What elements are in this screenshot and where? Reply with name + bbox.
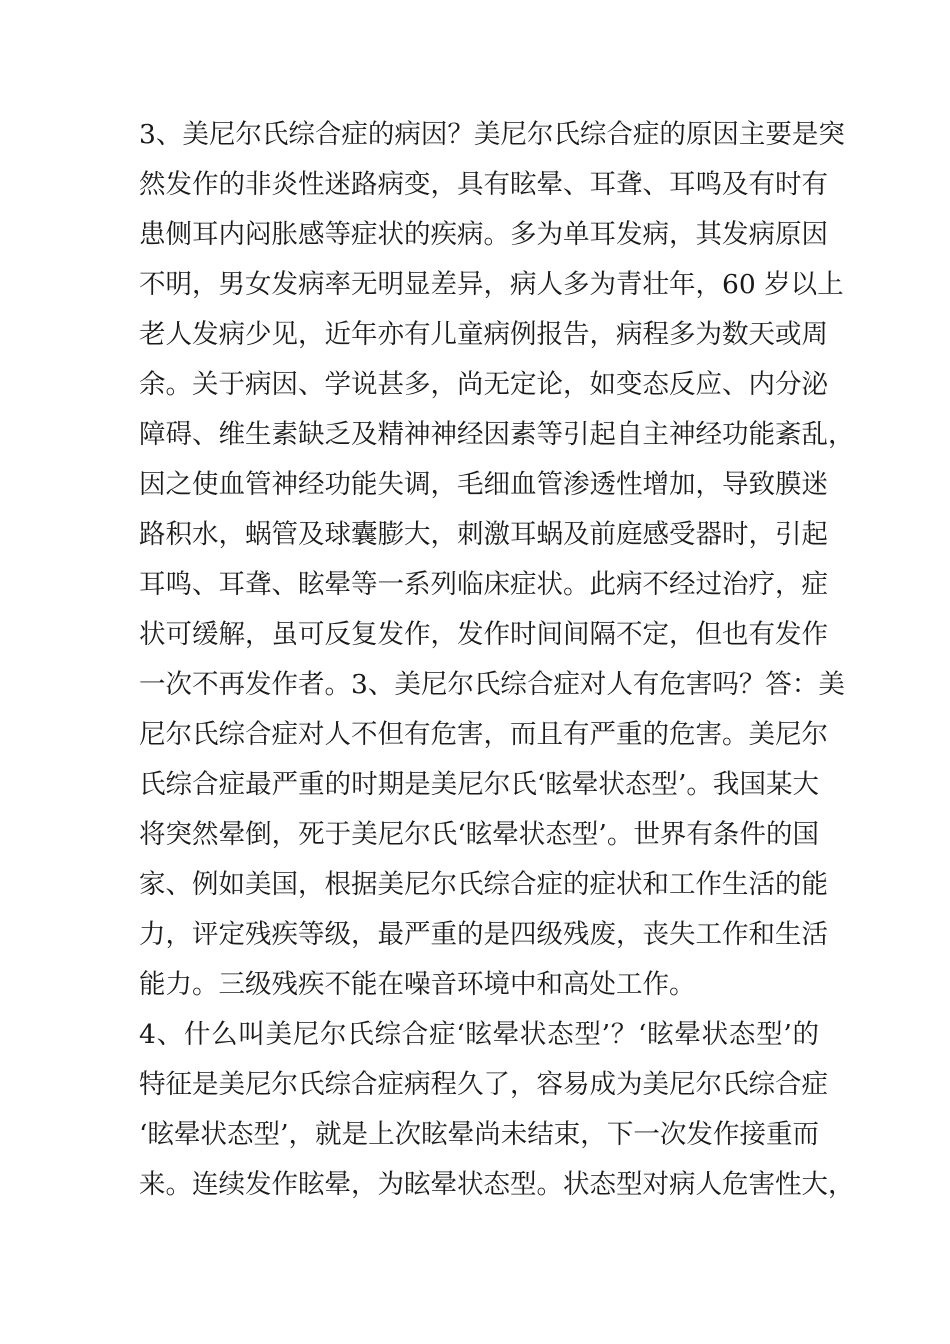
text-line-3: 患侧耳内闷胀感等症状的疾病。多为单耳发病，其发病原因 bbox=[139, 219, 828, 250]
text-line-17: 力，评定残疾等级，最严重的是四级残废，丧失工作和生活 bbox=[139, 919, 828, 950]
text-line-8: 因之使血管神经功能失调，毛细血管渗透性增加，导致膜迷 bbox=[139, 469, 828, 500]
text-line-21: ‘眩晕状态型’，就是上次眩晕尚未结束，下一次发作接重而 bbox=[139, 1119, 819, 1150]
text-line-4: 不明，男女发病率无明显差异，病人多为青壮年，60 岁以上 bbox=[139, 269, 844, 300]
text-line-19: 4、什么叫美尼尔氏综合症‘眩晕状态型’？‘眩晕状态型’的 bbox=[139, 1019, 819, 1050]
text-line-13: 尼尔氏综合症对人不但有危害，而且有严重的危害。美尼尔 bbox=[139, 719, 828, 750]
text-line-5: 老人发病少见，近年亦有儿童病例报告，病程多为数天或周 bbox=[139, 319, 828, 350]
text-line-1: 3、美尼尔氏综合症的病因？美尼尔氏综合症的原因主要是突 bbox=[139, 119, 845, 150]
text-line-20: 特征是美尼尔氏综合症病程久了，容易成为美尼尔氏综合症 bbox=[139, 1069, 828, 1100]
text-line-6: 余。关于病因、学说甚多，尚无定论，如变态反应、内分泌 bbox=[139, 369, 828, 400]
text-line-7: 障碍、维生素缺乏及精神神经因素等引起自主神经功能紊乱， bbox=[139, 419, 855, 450]
text-line-10: 耳鸣、耳聋、眩晕等一系列临床症状。此病不经过治疗，症 bbox=[139, 569, 828, 600]
text-line-15: 将突然晕倒，死于美尼尔氏‘眩晕状态型’。世界有条件的国 bbox=[139, 819, 819, 850]
text-line-18: 能力。三级残疾不能在噪音环境中和高处工作。 bbox=[139, 969, 696, 1000]
text-line-14: 氏综合症最严重的时期是美尼尔氏‘眩晕状态型’。我国某大 bbox=[139, 769, 819, 800]
text-line-12: 一次不再发作者。3、美尼尔氏综合症对人有危害吗？答：美 bbox=[139, 669, 845, 700]
text-line-11: 状可缓解，虽可反复发作，发作时间间隔不定，但也有发作 bbox=[139, 619, 828, 650]
text-line-22: 来。连续发作眩晕，为眩晕状态型。状态型对病人危害性大， bbox=[139, 1169, 855, 1200]
text-line-16: 家、例如美国，根据美尼尔氏综合症的症状和工作生活的能 bbox=[139, 869, 828, 900]
text-line-9: 路积水，蜗管及球囊膨大，刺激耳蜗及前庭感受器时，引起 bbox=[139, 519, 828, 550]
text-line-2: 然发作的非炎性迷路病变，具有眩晕、耳聋、耳鸣及有时有 bbox=[139, 169, 828, 200]
document-body bbox=[139, 110, 855, 1210]
